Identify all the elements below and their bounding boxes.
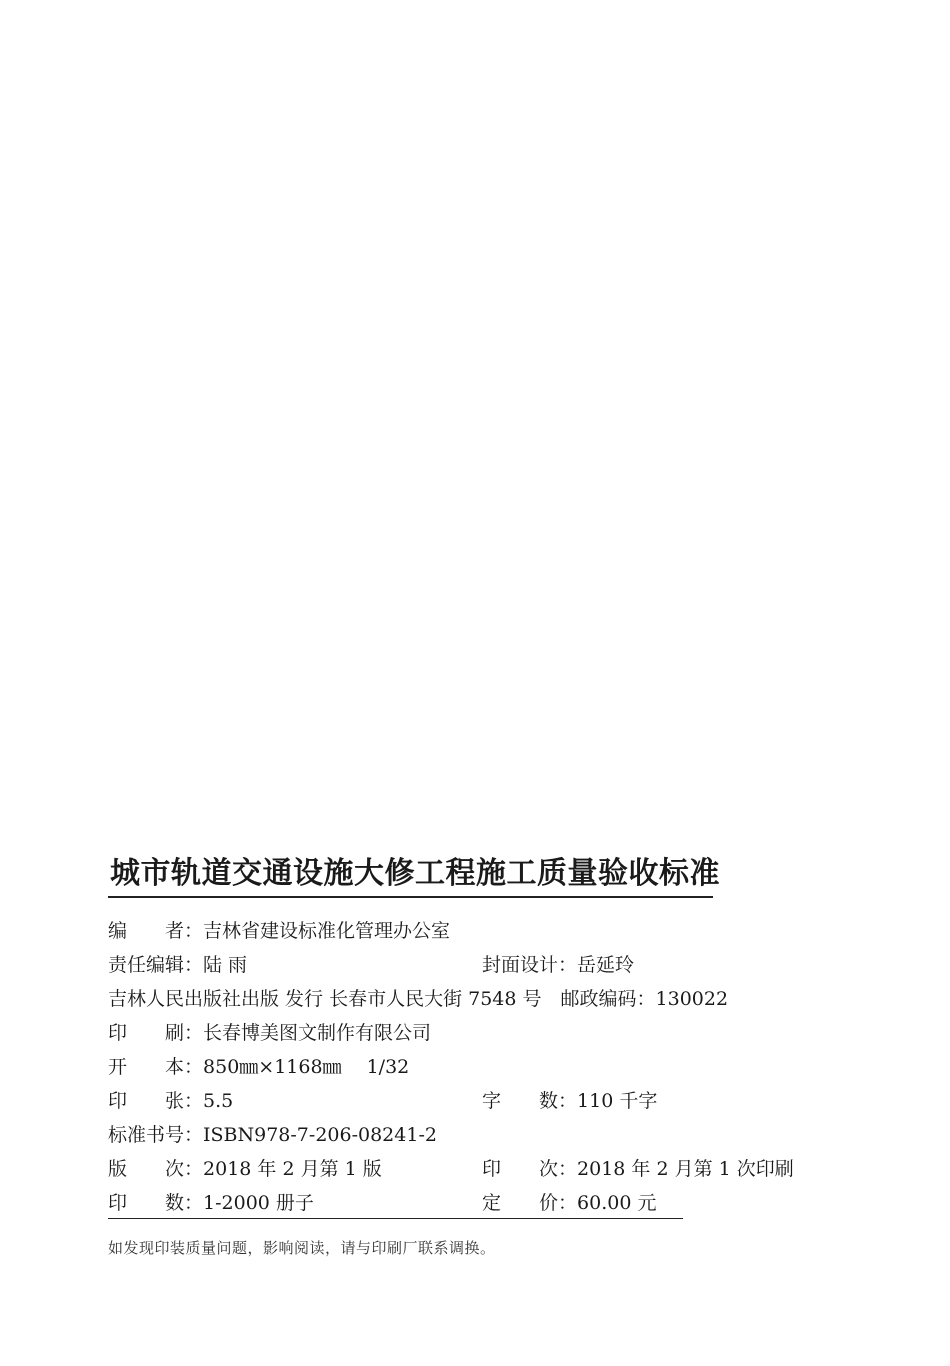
cover-design <box>482 952 634 978</box>
publisher-value: 吉林人民出版社出版 发行 长春市人民大街 7548 号 邮政编码：130022 <box>108 988 729 1010</box>
row-editor <box>108 918 808 952</box>
price-label: 定 价： <box>482 1192 578 1214</box>
printer-value: 长春博美图文制作有限公司 <box>203 1022 432 1044</box>
price <box>482 1190 656 1216</box>
editor-label: 编 者： <box>108 920 204 942</box>
word-count-label: 字 数： <box>482 1090 578 1112</box>
cover-design-value: 岳延玲 <box>577 954 635 976</box>
row-edition <box>108 1156 808 1190</box>
cover-design-label: 封面设计： <box>482 954 578 976</box>
impression-value: 2018 年 2 月第 1 次印刷 <box>577 1158 794 1180</box>
edition-value: 2018 年 2 月第 1 版 <box>203 1158 382 1180</box>
title-rule <box>108 896 713 898</box>
book-title: 城市轨道交通设施大修工程施工质量验收标准 <box>110 856 720 891</box>
printer-label: 印 刷： <box>108 1022 204 1044</box>
word-count-value: 110 千字 <box>577 1090 658 1112</box>
isbn-value: ISBN978-7-206-08241-2 <box>203 1124 437 1146</box>
editor-value: 吉林省建设标准化管理办公室 <box>203 920 451 942</box>
sheets-label: 印 张： <box>108 1090 204 1112</box>
row-format <box>108 1054 808 1088</box>
row-sheets <box>108 1088 808 1122</box>
print-run-value: 1-2000 册子 <box>203 1192 314 1214</box>
isbn-label: 标准书号： <box>108 1124 204 1146</box>
row-isbn <box>108 1122 808 1156</box>
responsible-editor-value: 陆 雨 <box>203 954 248 976</box>
copyright-page-block <box>108 855 808 1259</box>
word-count <box>482 1088 657 1114</box>
responsible-editor-label: 责任编辑： <box>108 954 204 976</box>
price-value: 60.00 元 <box>577 1192 657 1214</box>
edition-label: 版 次： <box>108 1158 204 1180</box>
row-print-run <box>108 1190 808 1224</box>
row-responsible-editor <box>108 952 808 986</box>
imprint-rows <box>108 918 808 1224</box>
print-run-label: 印 数： <box>108 1192 204 1214</box>
quality-note: 如发现印装质量问题，影响阅读，请与印刷厂联系调换。 <box>108 1239 496 1257</box>
format-label: 开 本： <box>108 1056 204 1078</box>
sheets-value: 5.5 <box>203 1090 234 1112</box>
row-publisher <box>108 986 808 1020</box>
impression-label: 印 次： <box>482 1158 578 1180</box>
impression <box>482 1156 794 1182</box>
row-printer <box>108 1020 808 1054</box>
format-value: 850㎜×1168㎜ 1/32 <box>203 1056 410 1078</box>
